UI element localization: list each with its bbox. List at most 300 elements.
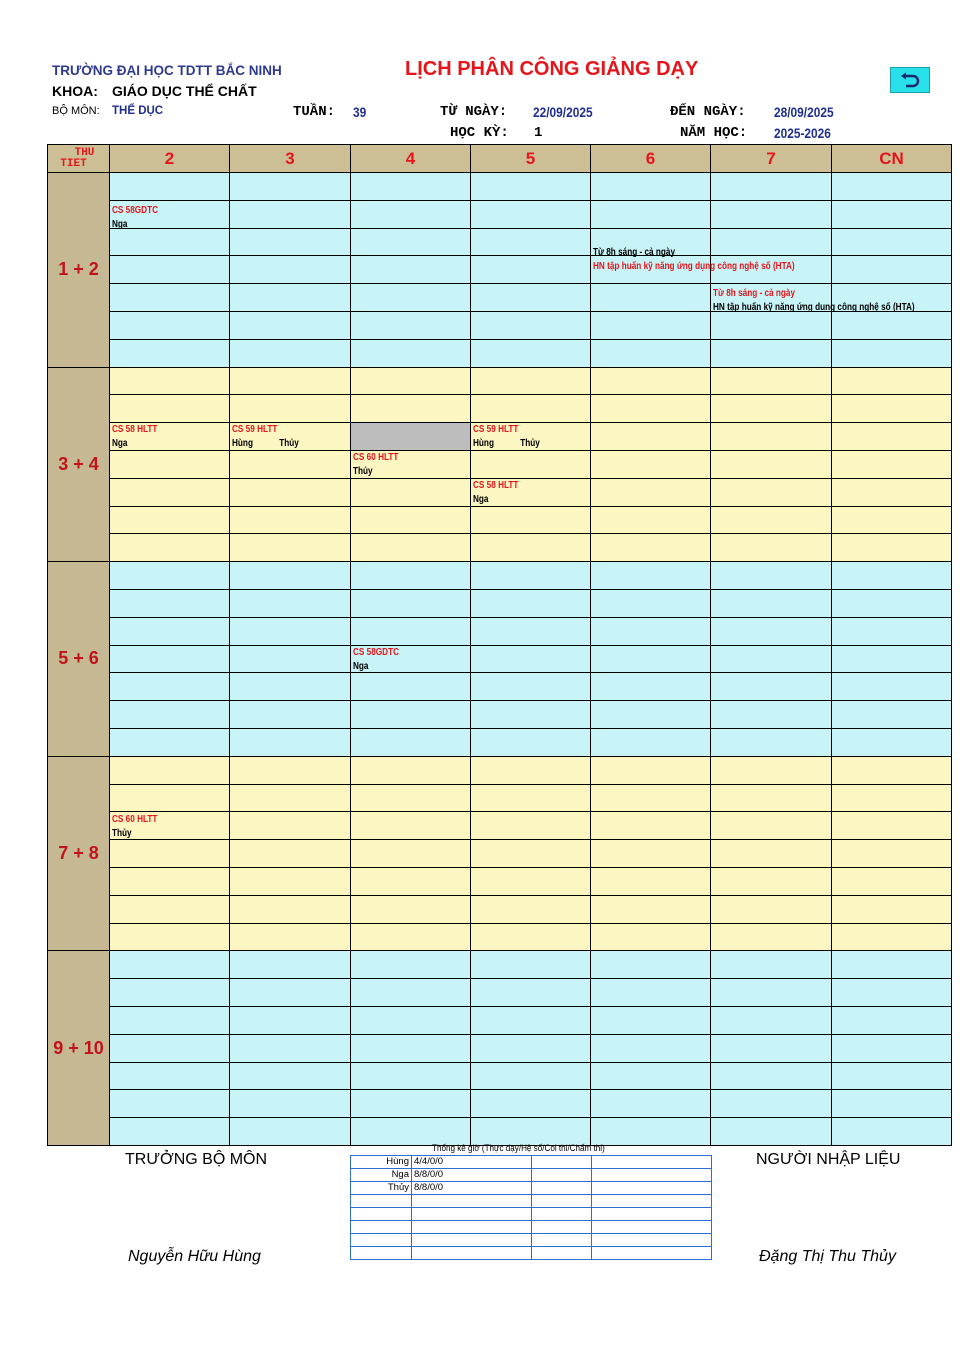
schedule-slot[interactable] (230, 451, 351, 479)
event-class: Từ 8h sáng - cả ngày (593, 246, 676, 258)
schedule-slot[interactable] (711, 423, 832, 451)
schedule-slot[interactable] (591, 590, 711, 618)
schedule-slot[interactable] (471, 340, 591, 368)
schedule-slot[interactable] (711, 729, 832, 757)
schedule-slot[interactable] (230, 979, 351, 1007)
schedule-slot[interactable] (110, 590, 230, 618)
schedule-slot[interactable] (110, 618, 230, 646)
event-teacher-name: Nga (112, 218, 128, 230)
schedule-slot[interactable] (591, 507, 711, 535)
schedule-slot[interactable] (471, 451, 591, 479)
schedule-slot[interactable] (471, 312, 591, 340)
event-teacher-name: Nga (353, 660, 369, 672)
schedule-slot[interactable] (110, 757, 230, 785)
schedule-slot[interactable] (110, 284, 230, 312)
day-header: 7 (711, 144, 832, 173)
event-teacher (713, 301, 915, 315)
schedule-slot[interactable] (832, 1035, 952, 1063)
schedule-slot[interactable] (711, 1035, 832, 1063)
schedule-slot[interactable] (471, 896, 591, 924)
schedule-event[interactable] (232, 423, 299, 451)
schedule-slot[interactable] (230, 173, 351, 201)
event-class: CS 59 HLTT (473, 424, 519, 436)
schedule-slot[interactable] (351, 618, 471, 646)
schedule-slot[interactable] (711, 757, 832, 785)
schedule-slot[interactable] (471, 507, 591, 535)
schedule-slot[interactable] (230, 1035, 351, 1063)
schedule-slot[interactable] (471, 701, 591, 729)
schedule-slot[interactable] (471, 1090, 591, 1118)
schedule-slot[interactable] (711, 1090, 832, 1118)
schedule-slot[interactable] (110, 312, 230, 340)
schedule-slot[interactable] (711, 590, 832, 618)
schedule-slot[interactable] (471, 562, 591, 590)
period-label: 3 + 4 (47, 368, 110, 563)
schedule-slot[interactable] (471, 729, 591, 757)
schedule-slot[interactable] (832, 729, 952, 757)
schedule-slot[interactable] (110, 840, 230, 868)
event-class: CS 59 HLTT (232, 424, 278, 436)
schedule-slot[interactable] (591, 812, 711, 840)
schedule-slot[interactable] (351, 868, 471, 896)
period-label: 7 + 8 (47, 757, 110, 952)
schedule-slot[interactable] (832, 173, 952, 201)
schedule-slot[interactable] (110, 979, 230, 1007)
event-teacher (473, 437, 540, 451)
schedule-slot[interactable] (230, 1118, 351, 1146)
schedule-slot[interactable] (471, 201, 591, 229)
schedule-slot[interactable] (230, 1090, 351, 1118)
schedule-slot[interactable] (591, 368, 711, 396)
schedule-slot[interactable] (351, 1090, 471, 1118)
schedule-slot[interactable] (832, 924, 952, 952)
schedule-slot[interactable] (591, 757, 711, 785)
schedule-slot[interactable] (110, 1090, 230, 1118)
schedule-slot[interactable] (230, 840, 351, 868)
event-class: CS 58GDTC (112, 204, 159, 216)
schedule-slot[interactable] (471, 1007, 591, 1035)
schedule-slot[interactable] (711, 1007, 832, 1035)
schedule-slot[interactable] (832, 1090, 952, 1118)
schedule-slot[interactable] (230, 395, 351, 423)
schedule-slot[interactable] (110, 562, 230, 590)
schedule-slot[interactable] (711, 646, 832, 674)
schedule-slot[interactable] (591, 618, 711, 646)
schedule-slot[interactable] (110, 534, 230, 562)
schedule-slot[interactable] (832, 201, 952, 229)
schedule-slot[interactable] (711, 618, 832, 646)
schedule-slot[interactable] (832, 896, 952, 924)
schedule-slot[interactable] (832, 1063, 952, 1091)
event-teacher (353, 465, 398, 479)
schedule-slot[interactable] (230, 1007, 351, 1035)
schedule-slot[interactable] (832, 229, 952, 257)
schedule-slot[interactable] (832, 812, 952, 840)
schedule-slot[interactable] (471, 284, 591, 312)
period-label: 9 + 10 (47, 951, 110, 1146)
schedule-slot[interactable] (832, 507, 952, 535)
schedule-slot[interactable] (230, 951, 351, 979)
schedule-slot[interactable] (711, 979, 832, 1007)
schedule-slot[interactable] (351, 840, 471, 868)
schedule-slot[interactable] (230, 479, 351, 507)
schedule-slot[interactable] (832, 868, 952, 896)
stats-caption: Thống kê giờ (Thực dạy/Hệ số/Coi thi/Chấm thi) (432, 1143, 605, 1153)
schedule-slot[interactable] (591, 312, 711, 340)
schedule-slot[interactable] (110, 951, 230, 979)
schedule-slot[interactable] (230, 562, 351, 590)
schedule-slot[interactable] (351, 340, 471, 368)
schedule-event[interactable] (112, 423, 157, 451)
schedule-slot[interactable] (711, 507, 832, 535)
schedule-slot[interactable] (832, 618, 952, 646)
schedule-slot[interactable] (351, 479, 471, 507)
nguoi-nhap-lieu-label: NGƯỜI NHẬP LIỆU (756, 1151, 901, 1168)
schedule-slot[interactable] (711, 840, 832, 868)
event-teacher-name: Nga (473, 494, 489, 506)
schedule-slot[interactable] (711, 395, 832, 423)
schedule-slot[interactable] (230, 201, 351, 229)
schedule-slot[interactable] (230, 673, 351, 701)
schedule-slot[interactable] (471, 1063, 591, 1091)
schedule-slot[interactable] (471, 812, 591, 840)
schedule-slot[interactable] (110, 1063, 230, 1091)
day-header: CN (832, 144, 952, 173)
schedule-slot[interactable] (711, 312, 832, 340)
schedule-slot[interactable] (591, 729, 711, 757)
schedule-slot[interactable] (591, 479, 711, 507)
namhoc-label: NĂM HỌC: (680, 125, 748, 141)
schedule-slot[interactable] (832, 340, 952, 368)
schedule-slot[interactable] (351, 896, 471, 924)
schedule-slot[interactable] (832, 673, 952, 701)
schedule-slot[interactable] (230, 256, 351, 284)
schedule-slot[interactable] (591, 284, 711, 312)
schedule-slot[interactable] (591, 201, 711, 229)
schedule-event[interactable] (353, 646, 399, 674)
schedule-slot[interactable] (230, 924, 351, 952)
schedule-slot[interactable] (711, 340, 832, 368)
schedule-slot[interactable] (711, 479, 832, 507)
schedule-slot[interactable] (591, 395, 711, 423)
schedule-slot[interactable] (351, 256, 471, 284)
schedule-slot[interactable] (591, 173, 711, 201)
schedule-slot[interactable] (591, 1063, 711, 1091)
stat-value: 8/8/0/0 (412, 1169, 532, 1182)
schedule-slot[interactable] (591, 340, 711, 368)
table-row (351, 1221, 712, 1234)
schedule-slot[interactable] (351, 812, 471, 840)
schedule-slot[interactable] (591, 924, 711, 952)
schedule-slot[interactable] (832, 646, 952, 674)
schedule-slot[interactable] (471, 673, 591, 701)
schedule-slot[interactable] (711, 896, 832, 924)
schedule-slot[interactable] (711, 951, 832, 979)
event-teacher-name: Thủy (112, 827, 132, 839)
schedule-slot[interactable] (110, 896, 230, 924)
schedule-slot[interactable] (711, 368, 832, 396)
schedule-slot[interactable] (832, 312, 952, 340)
schedule-slot[interactable] (832, 534, 952, 562)
schedule-slot[interactable] (230, 785, 351, 813)
schedule-slot[interactable] (230, 368, 351, 396)
event-teacher (112, 827, 157, 841)
event-teacher-name: Thủy (279, 438, 299, 450)
schedule-slot[interactable] (110, 479, 230, 507)
schedule-slot[interactable] (471, 368, 591, 396)
schedule-slot[interactable] (832, 840, 952, 868)
schedule-slot[interactable] (230, 701, 351, 729)
schedule-slot[interactable] (230, 757, 351, 785)
schedule-slot[interactable] (591, 1035, 711, 1063)
schedule-slot[interactable] (110, 646, 230, 674)
schedule-slot[interactable] (711, 924, 832, 952)
schedule-slot[interactable] (591, 1007, 711, 1035)
event-teacher-name: Hùng (473, 438, 494, 450)
period-label: 1 + 2 (47, 173, 110, 368)
schedule-slot[interactable] (110, 507, 230, 535)
schedule-slot[interactable] (230, 812, 351, 840)
schedule-slot[interactable] (471, 173, 591, 201)
event-teacher (112, 218, 158, 232)
schedule-slot[interactable] (832, 423, 952, 451)
schedule-slot[interactable] (711, 673, 832, 701)
tuan-label: TUẦN: (293, 104, 336, 120)
event-teacher-name: HN tập huấn kỹ năng ứng dụng công nghệ số (HTA) (713, 302, 915, 314)
schedule-slot[interactable] (230, 340, 351, 368)
schedule-slot[interactable] (711, 534, 832, 562)
schedule-slot[interactable] (711, 868, 832, 896)
schedule-slot[interactable] (351, 757, 471, 785)
corner-header (47, 144, 110, 173)
schedule-slot[interactable] (110, 256, 230, 284)
schedule-slot[interactable] (591, 562, 711, 590)
schedule-slot[interactable] (230, 896, 351, 924)
schedule-slot[interactable] (110, 395, 230, 423)
schedule-slot[interactable] (110, 1118, 230, 1146)
schedule-slot[interactable] (711, 701, 832, 729)
schedule-slot[interactable] (110, 729, 230, 757)
schedule-slot[interactable] (230, 312, 351, 340)
schedule-slot[interactable] (471, 590, 591, 618)
event-teacher-name: Thủy (520, 438, 540, 450)
schedule-slot[interactable] (471, 256, 591, 284)
schedule-slot[interactable] (832, 562, 952, 590)
schedule-slot[interactable] (711, 173, 832, 201)
event-teacher-name: HN tập huấn kỹ năng ứng dụng công nghệ số (HTA) (593, 260, 795, 272)
schedule-slot[interactable] (591, 701, 711, 729)
schedule-slot[interactable] (832, 395, 952, 423)
schedule-slot[interactable] (110, 701, 230, 729)
schedule-slot[interactable] (832, 1118, 952, 1146)
schedule-slot[interactable] (711, 1063, 832, 1091)
khoa-label: KHOA: (52, 83, 98, 99)
schedule-slot[interactable] (471, 395, 591, 423)
schedule-slot[interactable] (110, 673, 230, 701)
schedule-slot[interactable] (711, 201, 832, 229)
day-header: 6 (591, 144, 711, 173)
schedule-slot[interactable] (591, 646, 711, 674)
schedule-slot[interactable] (110, 173, 230, 201)
event-teacher (473, 493, 518, 507)
schedule-slot[interactable] (832, 1007, 952, 1035)
schedule-slot[interactable] (351, 1007, 471, 1035)
schedule-slot[interactable] (591, 979, 711, 1007)
schedule-slot[interactable] (110, 451, 230, 479)
schedule-slot[interactable] (471, 840, 591, 868)
event-class: CS 58GDTC (353, 646, 400, 658)
schedule-slot[interactable] (230, 868, 351, 896)
schedule-slot[interactable] (591, 673, 711, 701)
schedule-slot[interactable] (230, 590, 351, 618)
schedule-slot[interactable] (591, 868, 711, 896)
schedule-slot[interactable] (351, 1118, 471, 1146)
schedule-slot[interactable] (110, 1007, 230, 1035)
schedule-slot[interactable] (230, 618, 351, 646)
university-name: TRƯỜNG ĐẠI HỌC TDTT BẮC NINH (52, 63, 282, 78)
schedule-slot[interactable] (832, 256, 952, 284)
day-header: 4 (351, 144, 471, 173)
day-header: 2 (110, 144, 230, 173)
schedule-slot[interactable] (351, 562, 471, 590)
schedule-slot[interactable] (230, 229, 351, 257)
schedule-slot[interactable] (351, 979, 471, 1007)
schedule-slot[interactable] (351, 673, 471, 701)
schedule-slot[interactable] (351, 534, 471, 562)
schedule-slot[interactable] (351, 785, 471, 813)
schedule-slot[interactable] (471, 924, 591, 952)
schedule-slot[interactable] (591, 423, 711, 451)
schedule-slot[interactable] (351, 284, 471, 312)
schedule-slot[interactable] (471, 868, 591, 896)
schedule-slot[interactable] (351, 507, 471, 535)
stat-name: Nga (351, 1169, 412, 1182)
schedule-event[interactable] (112, 813, 157, 841)
schedule-slot[interactable] (471, 1118, 591, 1146)
signature-right: Đặng Thị Thu Thủy (759, 1248, 896, 1265)
schedule-slot[interactable] (591, 785, 711, 813)
schedule-slot[interactable] (351, 729, 471, 757)
corner-top-label: THU (74, 146, 95, 159)
event-class: CS 60 HLTT (353, 452, 399, 464)
schedule-slot[interactable] (471, 785, 591, 813)
table-row (351, 1234, 712, 1247)
day-header: 3 (230, 144, 351, 173)
schedule-slot[interactable] (832, 951, 952, 979)
schedule-slot[interactable] (110, 229, 230, 257)
schedule-slot[interactable] (230, 1063, 351, 1091)
schedule-slot[interactable] (351, 924, 471, 952)
schedule-slot[interactable] (471, 757, 591, 785)
schedule-slot[interactable] (471, 951, 591, 979)
schedule-event[interactable] (473, 423, 540, 451)
schedule-slot[interactable] (591, 1118, 711, 1146)
schedule-slot[interactable] (351, 312, 471, 340)
schedule-slot[interactable] (351, 1063, 471, 1091)
schedule-slot[interactable] (832, 368, 952, 396)
stat-name: Hùng (351, 1156, 412, 1169)
event-teacher-name: Thủy (353, 466, 373, 478)
schedule-slot[interactable] (351, 590, 471, 618)
schedule-slot[interactable] (832, 757, 952, 785)
schedule-slot[interactable] (110, 1035, 230, 1063)
schedule-slot[interactable] (471, 618, 591, 646)
schedule-slot[interactable] (471, 229, 591, 257)
schedule-slot[interactable] (591, 896, 711, 924)
schedule-slot[interactable] (351, 395, 471, 423)
table-row (351, 1247, 712, 1260)
schedule-slot[interactable] (110, 868, 230, 896)
schedule-slot[interactable] (711, 785, 832, 813)
schedule-event[interactable] (713, 287, 915, 315)
schedule-slot[interactable] (230, 646, 351, 674)
table-row (351, 1208, 712, 1221)
schedule-slot[interactable] (351, 951, 471, 979)
schedule-slot[interactable] (230, 507, 351, 535)
schedule-slot[interactable] (471, 1035, 591, 1063)
schedule-slot[interactable] (351, 201, 471, 229)
schedule-slot[interactable] (230, 534, 351, 562)
schedule-event[interactable] (112, 204, 158, 232)
stats-table (350, 1155, 712, 1260)
khoa-value: GIÁO DỤC THỂ CHẤT (112, 83, 257, 99)
schedule-event[interactable] (353, 451, 398, 479)
schedule-slot[interactable] (711, 562, 832, 590)
schedule-slot[interactable] (832, 785, 952, 813)
back-button[interactable] (890, 67, 930, 93)
table-row (351, 1195, 712, 1208)
schedule-slot[interactable] (230, 284, 351, 312)
schedule-slot[interactable] (351, 423, 471, 451)
schedule-slot[interactable] (832, 701, 952, 729)
event-teacher (112, 437, 157, 451)
schedule-slot[interactable] (832, 479, 952, 507)
schedule-slot[interactable] (110, 924, 230, 952)
event-teacher (593, 260, 795, 274)
return-arrow-icon (899, 72, 921, 88)
schedule-event[interactable] (593, 246, 795, 274)
stat-value: 4/4/0/0 (412, 1156, 532, 1169)
schedule-slot[interactable] (471, 534, 591, 562)
schedule-slot[interactable] (351, 229, 471, 257)
schedule-slot[interactable] (591, 451, 711, 479)
schedule-slot[interactable] (711, 451, 832, 479)
schedule-slot[interactable] (110, 785, 230, 813)
event-class: Từ 8h sáng - cả ngày (713, 288, 796, 300)
schedule-slot[interactable] (351, 1035, 471, 1063)
schedule-slot[interactable] (351, 701, 471, 729)
schedule-slot[interactable] (110, 340, 230, 368)
schedule-slot[interactable] (351, 173, 471, 201)
schedule-slot[interactable] (471, 646, 591, 674)
schedule-slot[interactable] (471, 979, 591, 1007)
schedule-event[interactable] (473, 479, 518, 507)
schedule-slot[interactable] (230, 729, 351, 757)
hocky-label: HỌC KỲ: (450, 125, 509, 141)
schedule-slot[interactable] (110, 368, 230, 396)
schedule-slot[interactable] (591, 951, 711, 979)
schedule-slot[interactable] (591, 534, 711, 562)
schedule-slot[interactable] (832, 451, 952, 479)
schedule-slot[interactable] (351, 368, 471, 396)
schedule-slot[interactable] (832, 979, 952, 1007)
event-class: CS 58 HLTT (112, 424, 158, 436)
schedule-slot[interactable] (591, 1090, 711, 1118)
schedule-slot[interactable] (711, 1118, 832, 1146)
schedule-slot[interactable] (591, 840, 711, 868)
schedule-slot[interactable] (832, 590, 952, 618)
schedule-slot[interactable] (711, 812, 832, 840)
